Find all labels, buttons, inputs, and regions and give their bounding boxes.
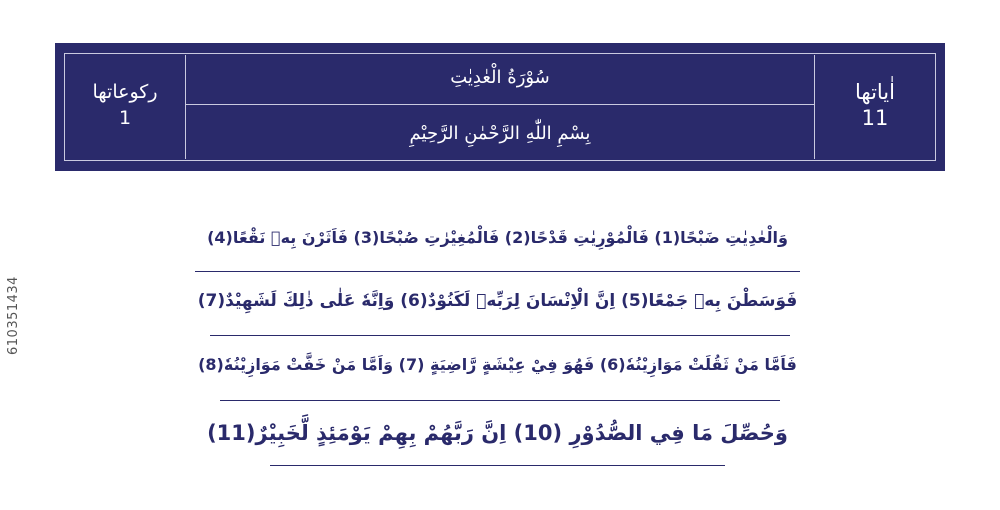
ruku-title: رکوعاتها xyxy=(92,81,158,103)
ayat-title: اٰیاتها xyxy=(854,80,895,104)
verse-rule-3 xyxy=(220,400,780,401)
ayat-count-cell xyxy=(815,79,935,131)
verse-rule-1 xyxy=(195,271,800,272)
verse-line-3: فَاَمَّا مَنْ ثَقُلَتْ مَوَازِيْنُهٗ(6) فَهُوَ فِيْ عِيْشَةٍ رَّاضِيَةٍ (7) وَاَمَّا مَنْ خَفَّتْ مَوَازِيْنُهٗ(8) xyxy=(198,355,797,374)
bismillah: بِسْمِ اللّٰهِ الرَّحْمٰنِ الرَّحِيْمِ xyxy=(409,123,591,144)
divider-left xyxy=(185,55,186,159)
ruku-value: 1 xyxy=(118,107,132,129)
verse-line-1: وَالْعٰدِيٰتِ ضَبْحًا(1) فَالْمُوْرِيٰتِ قَدْحًا(2) فَالْمُغِيْرٰتِ صُبْحًا(3) فَاَثَرْنَ بِهٖ نَقْعًا(4) xyxy=(207,228,788,247)
divider-middle xyxy=(186,104,814,105)
stock-id-label: 610351434 xyxy=(6,276,21,355)
surah-name: سُوْرَةُ الْعٰدِيٰتِ xyxy=(450,67,550,88)
ayat-value: 11 xyxy=(861,106,889,130)
ruku-count-cell xyxy=(65,79,185,131)
verse-line-4: وَحُصِّلَ مَا فِي الصُّدُوْرِ (10) اِنَّ رَبَّهُمْ بِهِمْ يَوْمَئِذٍ لَّخَبِيْرٌ(11) xyxy=(207,421,788,445)
surah-header xyxy=(55,43,945,171)
verse-line-2: فَوَسَطْنَ بِهٖ جَمْعًا(5) اِنَّ الْاِنْسَانَ لِرَبِّهٖ لَكَنُوْدٌ(6) وَاِنَّهٗ عَلٰى ذٰلِكَ لَشَهِيْدٌ(7) xyxy=(197,291,798,311)
verse-rule-2 xyxy=(210,335,790,336)
verse-rule-4 xyxy=(270,465,725,466)
